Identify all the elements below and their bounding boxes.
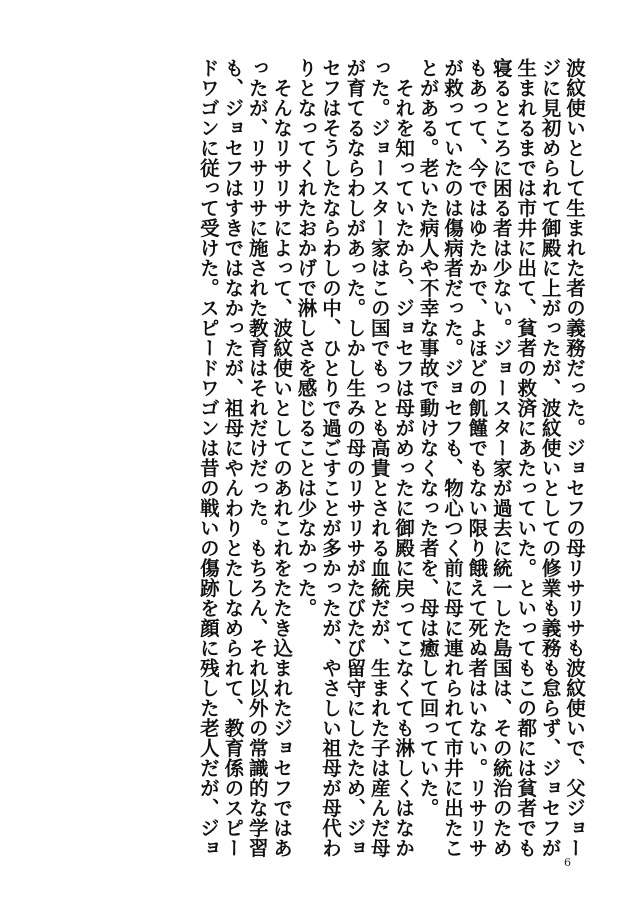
text-line: も、ジョセフはすきではなかったが、祖母にやんわりとたしなめられて、教育係のスピー [221,58,245,858]
text-line: りとなってくれたおかげで淋しさを感じることは少なかった。 [294,58,318,618]
text-line: が育てるならわしがあった。しかし生みの母のリサリサがたびたび留守にしたため、ジョ [343,58,367,858]
text-line: 寝るところに困る者は少ない。ジョースター家が過去に統一した島国は、その統治のため [489,58,513,858]
text-line: 生まれるまでは市井に出て、貧者の救済にあたっていた。といってもこの都には貧者でも [514,58,538,858]
text-line: ドワゴンに従って受けた。スピードワゴンは昔の戦いの傷跡を顔に残した老人だが、ジョ [196,58,220,858]
text-line: が救っていたのは傷病者だった。ジョセフも、物心つく前に母に連れられて市井に出たこ [440,58,464,858]
text-line: 波紋使いとして生まれた者の義務だった。ジョセフの母リサリサも波紋使いで、父ジョー [563,58,586,858]
text-line: とがある。老いた病人や不幸な事故で動けなくなった者を、母は癒して回っていた。 [416,58,440,818]
page-number: 6 [564,856,571,869]
text-line: ったが、リサリサに施された教育はそれだけだった。もちろん、それ以外の常識的な学習 [245,58,269,858]
text-line: そんなリサリサによって、波紋使いとしてのあれこれをたたき込まれたジョセフではあ [270,58,294,858]
text-line: った。ジョースター家はこの国でもっとも高貴とされる血統だが、生まれた子は産んだ母 [367,58,391,858]
body-text [196,58,587,858]
text-line: それを知っていたから、ジョセフは母がめったに御殿に戻ってこなくても淋しくはなか [392,58,416,858]
text-line: もあって、今ではゆたかで、よほどの飢饉でもない限り餓えて死ぬ者はいない。リサリサ [465,58,489,858]
text-line: セフはそうしたならわしの中、ひとりで過ごすことが多かったが、やさしい祖母が母代わ [318,58,342,858]
text-line: ジに見初められて御殿に上がったが、波紋使いとしての修業も義務も怠らず、ジョセフが [538,58,562,858]
